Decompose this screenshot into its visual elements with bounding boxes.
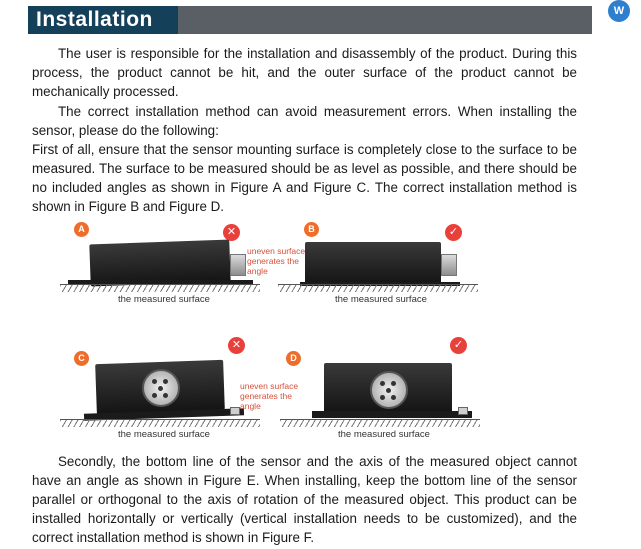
wrong-icon: ✕ — [228, 337, 245, 354]
surface-hatch-a — [60, 284, 260, 292]
section-header-bar — [28, 6, 592, 34]
figure-label-d: D — [286, 351, 301, 366]
correct-icon: ✓ — [450, 337, 467, 354]
uneven-note-c: uneven surface generates the angle — [240, 381, 299, 411]
paragraph-responsibility: The user is responsible for the installation and disassembly of the product. During this process, the product cannot be hit, and the outer surface of the product cannot be mechanically processed. — [32, 46, 577, 99]
surface-caption-c: the measured surface — [118, 429, 210, 440]
sensor-body-b — [305, 242, 441, 284]
paragraph-correct-method: The correct installation method can avoid measurement errors. When installing the sensor, please do the following: — [32, 104, 577, 138]
figure-row-ab — [60, 222, 480, 312]
correct-icon: ✓ — [445, 224, 462, 241]
surface-caption-a: the measured surface — [118, 294, 210, 305]
section-title: Installation — [28, 6, 178, 34]
translate-icon[interactable]: W — [608, 0, 630, 22]
mini-connector-d — [458, 407, 468, 415]
surface-caption-b: the measured surface — [335, 294, 427, 305]
figure-label-b: B — [304, 222, 319, 237]
uneven-note-a: uneven surface generates the angle — [247, 246, 306, 276]
sensor-connector-b — [441, 254, 457, 276]
figure-label-a: A — [74, 222, 89, 237]
surface-hatch-d — [280, 419, 480, 427]
figure-label-c: C — [74, 351, 89, 366]
figure-row-cd — [60, 337, 480, 443]
surface-hatch-b — [278, 284, 478, 292]
mini-connector-c — [230, 407, 240, 415]
surface-caption-d: the measured surface — [338, 429, 430, 440]
connector-face-c — [142, 369, 180, 407]
base-plate-d — [312, 411, 472, 418]
paragraph-second-step: Secondly, the bottom line of the sensor and the axis of the measured object cannot have an angle as shown in Figure E. When installing, keep the bottom line of the sensor parallel or orthogonal to the axis of rotation of the measured object. This product can be installed horizontally or vertically (vertical installation needs to be customized), and the correct installation method is shown in Figure F. — [32, 454, 577, 545]
wrong-icon: ✕ — [223, 224, 240, 241]
sensor-connector-a — [230, 254, 246, 276]
paragraph-first-step: First of all, ensure that the sensor mounting surface is completely close to the surface to be measured. The surface to be measured should be as level as possible, and there should be no included angles as shown in Figure A and Figure C. The correct installation method is shown in Figure B and Figure D. — [32, 142, 577, 214]
connector-face-d — [370, 371, 408, 409]
surface-hatch-c — [60, 419, 260, 427]
